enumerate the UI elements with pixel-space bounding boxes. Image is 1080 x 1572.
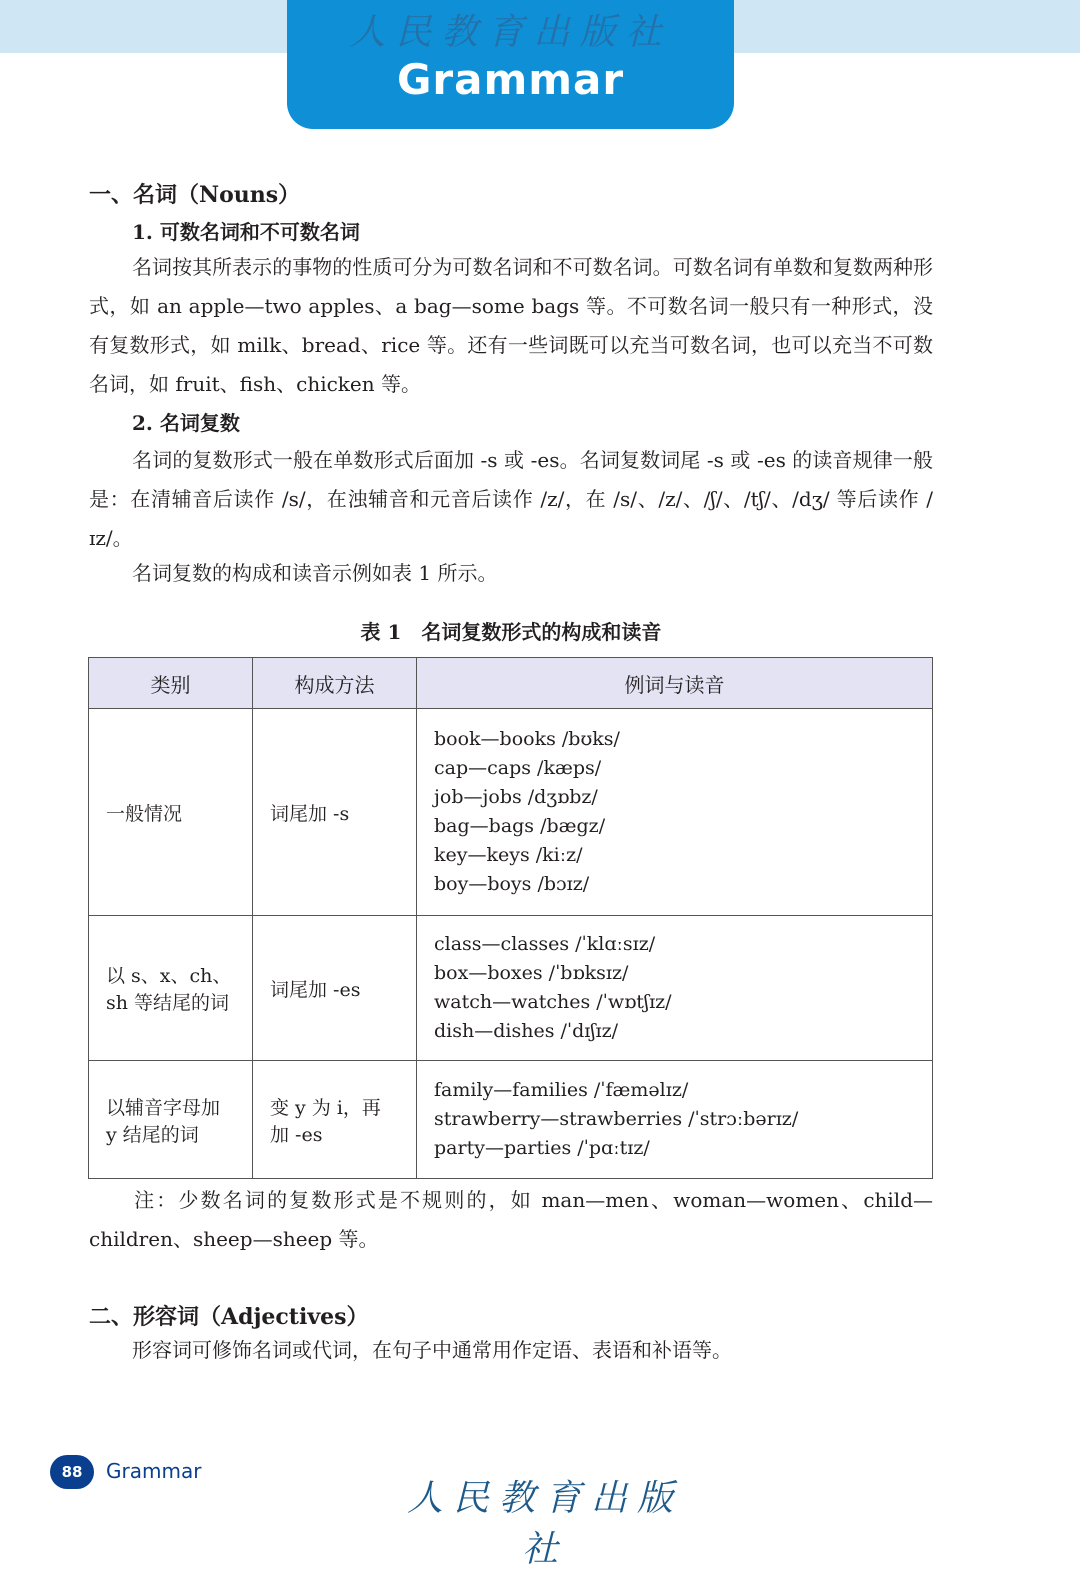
table-note: 注：少数名词的复数形式是不规则的，如 man—men、woman—women、child—children、sheep—sheep 等。 — [89, 1188, 933, 1251]
example-line: cap—caps /kæps/ — [434, 757, 602, 779]
row-category: 以 s、x、ch、sh 等结尾的词 — [89, 916, 253, 1061]
example-line: bag—bags /bægz/ — [434, 815, 606, 837]
example-line: strawberry—strawberries /ˈstrɔːbərɪz/ — [434, 1108, 799, 1130]
example-line: dish—dishes /ˈdɪʃɪz/ — [434, 1020, 618, 1042]
publisher-logo: 人民教育出版社 — [406, 1478, 683, 1570]
subheading-countable: 1. 可数名词和不可数名词 — [132, 220, 360, 244]
header-examples: 例词与读音 — [417, 658, 933, 709]
row-method: 词尾加 -s — [253, 709, 417, 916]
row-method: 词尾加 -es — [253, 916, 417, 1061]
page-number: 88 — [50, 1455, 94, 1489]
table-header-row — [89, 658, 933, 709]
example-line: watch—watches /ˈwɒtʃɪz/ — [434, 991, 672, 1013]
table-row — [89, 916, 933, 1061]
row-examples — [417, 916, 933, 1061]
subheading-plural: 2. 名词复数 — [132, 411, 240, 435]
paragraph-countable: 名词按其所表示的事物的性质可分为可数名词和不可数名词。可数名词有单数和复数两种形式，如 an apple—two apples、a bag—some bags 等。不可数名词一般只有一种形式，没有复数形式，如 milk、bread、rice 等。还有一些词既可以充当可数名词，也可以充当不可数名词，如 fruit、fish、chicken 等。 — [89, 255, 933, 396]
paragraph-plural: 名词的复数形式一般在单数形式后面加 -s 或 -es。名词复数词尾 -s 或 -es 的读音规律一般是：在清辅音后读作 /s/，在浊辅音和元音后读作 /z/，在 /s/、/z/、/ʃ/、/tʃ/、/dʒ/ 等后读作 /ɪz/。 — [89, 448, 933, 550]
page-title: Grammar — [396, 55, 625, 104]
row-examples — [417, 709, 933, 916]
example-line: job—jobs /dʒɒbz/ — [434, 786, 598, 808]
example-line: box—boxes /ˈbɒksɪz/ — [434, 962, 629, 984]
row-examples — [417, 1061, 933, 1179]
publisher-watermark: 人民教育出版社 — [349, 12, 672, 53]
table-caption: 表 1 名词复数形式的构成和读音 — [360, 620, 662, 644]
section-heading-adjectives: 二、形容词（Adjectives） — [89, 1304, 369, 1330]
header-method: 构成方法 — [253, 658, 417, 709]
row-method: 变 y 为 i，再加 -es — [253, 1061, 417, 1179]
row-category: 一般情况 — [89, 709, 253, 916]
example-line: family—families /ˈfæməlɪz/ — [434, 1079, 689, 1101]
example-line: class—classes /ˈklɑːsɪz/ — [434, 933, 656, 955]
example-line: key—keys /kiːz/ — [434, 844, 583, 866]
table-row — [89, 1061, 933, 1179]
header-tab — [287, 0, 734, 129]
example-line: boy—boys /bɔɪz/ — [434, 873, 590, 895]
paragraph-table-ref: 名词复数的构成和读音示例如表 1 所示。 — [132, 561, 498, 585]
table-row — [89, 709, 933, 916]
row-category: 以辅音字母加 y 结尾的词 — [89, 1061, 253, 1179]
example-line: book—books /bʊks/ — [434, 728, 620, 750]
paragraph-adjectives: 形容词可修饰名词或代词，在句子中通常用作定语、表语和补语等。 — [132, 1338, 732, 1362]
section-heading-nouns: 一、名词（Nouns） — [89, 182, 301, 208]
example-line: party—parties /ˈpɑːtɪz/ — [434, 1137, 650, 1159]
footer-label: Grammar — [106, 1459, 202, 1483]
header-category: 类别 — [89, 658, 253, 709]
plural-table — [88, 657, 933, 1179]
